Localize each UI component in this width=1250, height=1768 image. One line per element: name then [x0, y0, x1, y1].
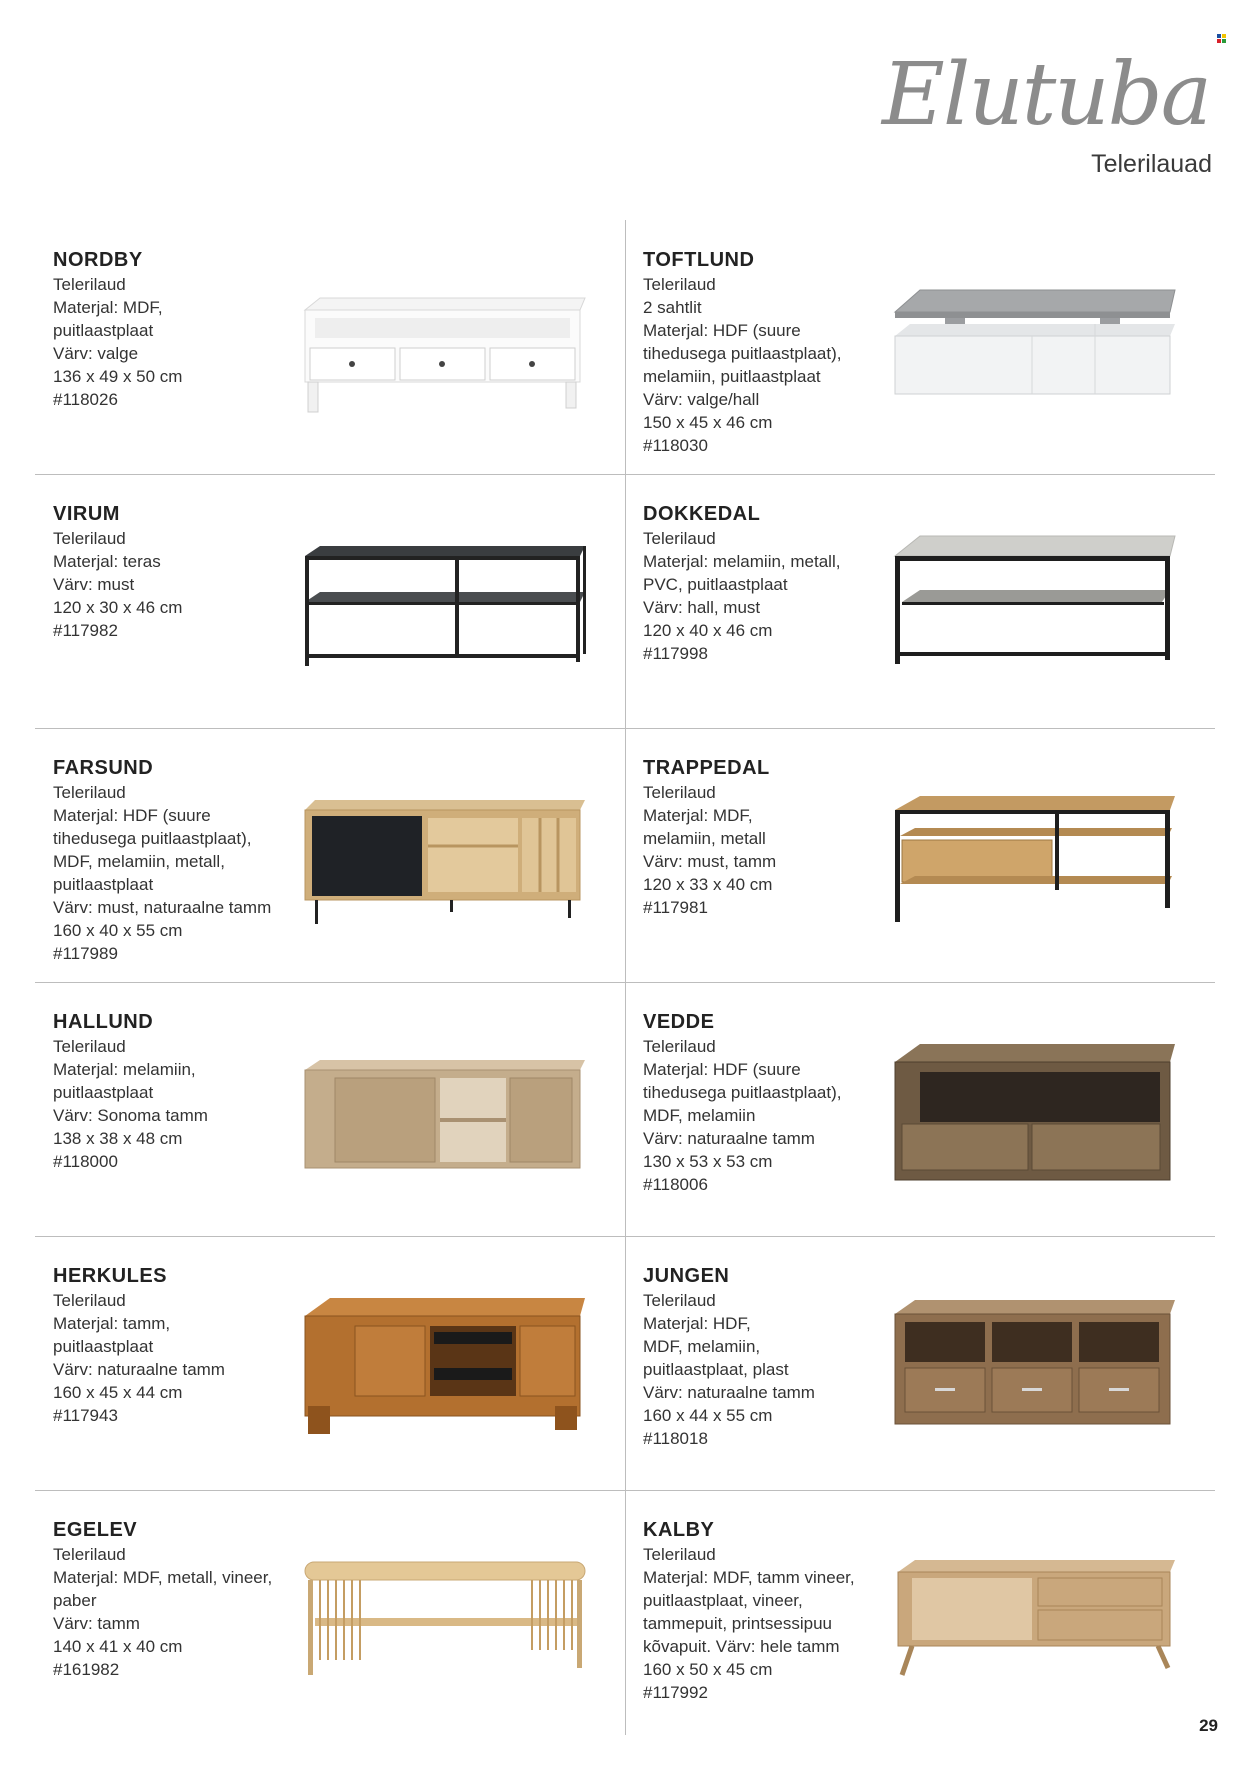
product-detail: PVC, puitlaastplaat — [643, 575, 788, 594]
product-color: Värv: tamm — [53, 1614, 140, 1633]
product-dimensions: 120 x 30 x 46 cm — [53, 598, 183, 617]
product-detail: Materjal: HDF, — [643, 1314, 751, 1333]
section-script-title: Elutuba — [882, 45, 1210, 145]
product-detail: melamiin, metall — [643, 829, 766, 848]
product-card-dokkedal — [625, 474, 1215, 728]
product-detail: tihedusega puitlaastplaat), — [53, 829, 252, 848]
product-detail: Materjal: MDF, — [53, 298, 163, 317]
product-name: NORDBY — [53, 249, 143, 271]
product-color: Värv: naturaalne tamm — [643, 1383, 815, 1402]
product-type: Telerilaud — [53, 529, 126, 548]
product-detail: Materjal: HDF (suure — [643, 1060, 801, 1079]
product-color: Värv: naturaalne tamm — [53, 1360, 225, 1379]
product-code: #118018 — [643, 1429, 708, 1448]
product-code: #118030 — [643, 436, 708, 455]
product-name: KALBY — [643, 1519, 715, 1541]
product-card-trappedal — [625, 728, 1215, 982]
product-name: VEDDE — [643, 1011, 715, 1033]
product-type: Telerilaud — [53, 783, 126, 802]
page-number: 29 — [1199, 1716, 1218, 1735]
product-type: Telerilaud — [53, 1037, 126, 1056]
product-detail: puitlaastplaat, plast — [643, 1360, 789, 1379]
product-detail: Materjal: melamiin, — [53, 1060, 196, 1079]
product-detail: puitlaastplaat — [53, 1337, 154, 1356]
product-name: TRAPPEDAL — [643, 757, 770, 779]
product-dimensions: 160 x 44 x 55 cm — [643, 1406, 773, 1425]
product-detail: tihedusega puitlaastplaat), — [643, 344, 842, 363]
product-detail: Materjal: tamm, — [53, 1314, 171, 1333]
product-dimensions: 160 x 50 x 45 cm — [643, 1660, 773, 1679]
product-detail: MDF, melamiin — [643, 1106, 756, 1125]
sonoma-oak-tv-bench-icon — [300, 1042, 590, 1182]
product-detail: Materjal: MDF, — [643, 806, 753, 825]
product-name: HERKULES — [53, 1265, 168, 1287]
grey-black-tv-bench-icon — [890, 534, 1180, 674]
white-grey-tv-bench-icon — [890, 280, 1180, 420]
light-oak-2-drawer-tv-bench-icon — [890, 1550, 1180, 1690]
black-metal-tv-bench-icon — [300, 534, 590, 674]
product-detail: tihedusega puitlaastplaat), — [643, 1083, 842, 1102]
product-card-kalby — [625, 1490, 1215, 1744]
section-subtitle: Telerilauad — [1091, 150, 1212, 178]
brand-logo-icon — [1217, 34, 1226, 43]
product-detail: puitlaastplaat — [53, 321, 154, 340]
black-oak-tv-bench-icon — [890, 788, 1180, 928]
product-type: Telerilaud — [53, 1291, 126, 1310]
product-detail: paber — [53, 1591, 97, 1610]
product-detail: puitlaastplaat — [53, 1083, 154, 1102]
product-name: DOKKEDAL — [643, 503, 761, 525]
product-detail: 2 sahtlit — [643, 298, 702, 317]
oak-3-drawer-tv-bench-icon — [890, 1296, 1180, 1436]
product-color: Värv: valge — [53, 344, 139, 363]
product-code: #118006 — [643, 1175, 708, 1194]
product-detail: MDF, melamiin, metall, — [53, 852, 225, 871]
product-dimensions: 150 x 45 x 46 cm — [643, 413, 773, 432]
product-card-egelev — [35, 1490, 625, 1744]
product-card-farsund — [35, 728, 625, 982]
product-code: #117981 — [643, 898, 708, 917]
product-color: Värv: must, tamm — [643, 852, 777, 871]
product-card-virum — [35, 474, 625, 728]
product-name: TOFTLUND — [643, 249, 755, 271]
light-oak-oval-tv-bench-icon — [300, 1550, 590, 1690]
product-color: Värv: naturaalne tamm — [643, 1129, 815, 1148]
product-code: #118026 — [53, 390, 118, 409]
product-name: HALLUND — [53, 1011, 154, 1033]
product-name: JUNGEN — [643, 1265, 730, 1287]
dark-oak-tv-bench-icon — [890, 1042, 1180, 1182]
product-detail: Materjal: HDF (suure — [53, 806, 211, 825]
product-code: #117992 — [643, 1683, 708, 1702]
product-detail: Materjal: MDF, metall, vineer, — [53, 1568, 273, 1587]
product-card-nordby — [35, 220, 625, 474]
product-dimensions: 136 x 49 x 50 cm — [53, 367, 183, 386]
product-detail: kõvapuit. Värv: hele tamm — [643, 1637, 840, 1656]
product-type: Telerilaud — [53, 1545, 126, 1564]
product-dimensions: 130 x 53 x 53 cm — [643, 1152, 773, 1171]
product-detail: puitlaastplaat — [53, 875, 154, 894]
product-detail: Materjal: HDF (suure — [643, 321, 801, 340]
product-type: Telerilaud — [643, 1291, 716, 1310]
product-type: Telerilaud — [53, 275, 126, 294]
product-card-herkules — [35, 1236, 625, 1490]
white-tv-bench-3-drawers-icon — [300, 280, 590, 420]
product-card-toftlund — [625, 220, 1215, 474]
product-type: Telerilaud — [643, 1037, 716, 1056]
product-detail: puitlaastplaat, vineer, — [643, 1591, 803, 1610]
product-code: #117982 — [53, 621, 118, 640]
product-type: Telerilaud — [643, 1545, 716, 1564]
product-detail: MDF, melamiin, — [643, 1337, 761, 1356]
product-dimensions: 160 x 45 x 44 cm — [53, 1383, 183, 1402]
product-color: Värv: Sonoma tamm — [53, 1106, 208, 1125]
oak-black-tv-bench-icon — [300, 788, 590, 928]
product-color: Värv: must — [53, 575, 135, 594]
product-color: Värv: must, naturaalne tamm — [53, 898, 272, 917]
product-type: Telerilaud — [643, 783, 716, 802]
product-detail: tammepuit, printsessipuu — [643, 1614, 832, 1633]
product-code: #117998 — [643, 644, 708, 663]
product-card-hallund — [35, 982, 625, 1236]
product-type: Telerilaud — [643, 275, 716, 294]
product-detail: melamiin, puitlaastplaat — [643, 367, 821, 386]
product-color: Värv: valge/hall — [643, 390, 760, 409]
product-detail: Materjal: teras — [53, 552, 161, 571]
product-type: Telerilaud — [643, 529, 716, 548]
solid-oak-tv-bench-icon — [300, 1296, 590, 1436]
product-color: Värv: hall, must — [643, 598, 761, 617]
product-code: #117989 — [53, 944, 118, 963]
product-dimensions: 120 x 40 x 46 cm — [643, 621, 773, 640]
product-code: #161982 — [53, 1660, 120, 1679]
product-name: FARSUND — [53, 757, 154, 779]
product-code: #118000 — [53, 1152, 118, 1171]
product-name: EGELEV — [53, 1519, 138, 1541]
product-card-jungen — [625, 1236, 1215, 1490]
product-dimensions: 120 x 33 x 40 cm — [643, 875, 773, 894]
product-detail: Materjal: melamiin, metall, — [643, 552, 841, 571]
product-detail: Materjal: MDF, tamm vineer, — [643, 1568, 855, 1587]
product-card-vedde — [625, 982, 1215, 1236]
product-dimensions: 138 x 38 x 48 cm — [53, 1129, 183, 1148]
product-dimensions: 160 x 40 x 55 cm — [53, 921, 183, 940]
product-name: VIRUM — [53, 503, 120, 525]
product-dimensions: 140 x 41 x 40 cm — [53, 1637, 183, 1656]
product-code: #117943 — [53, 1406, 118, 1425]
